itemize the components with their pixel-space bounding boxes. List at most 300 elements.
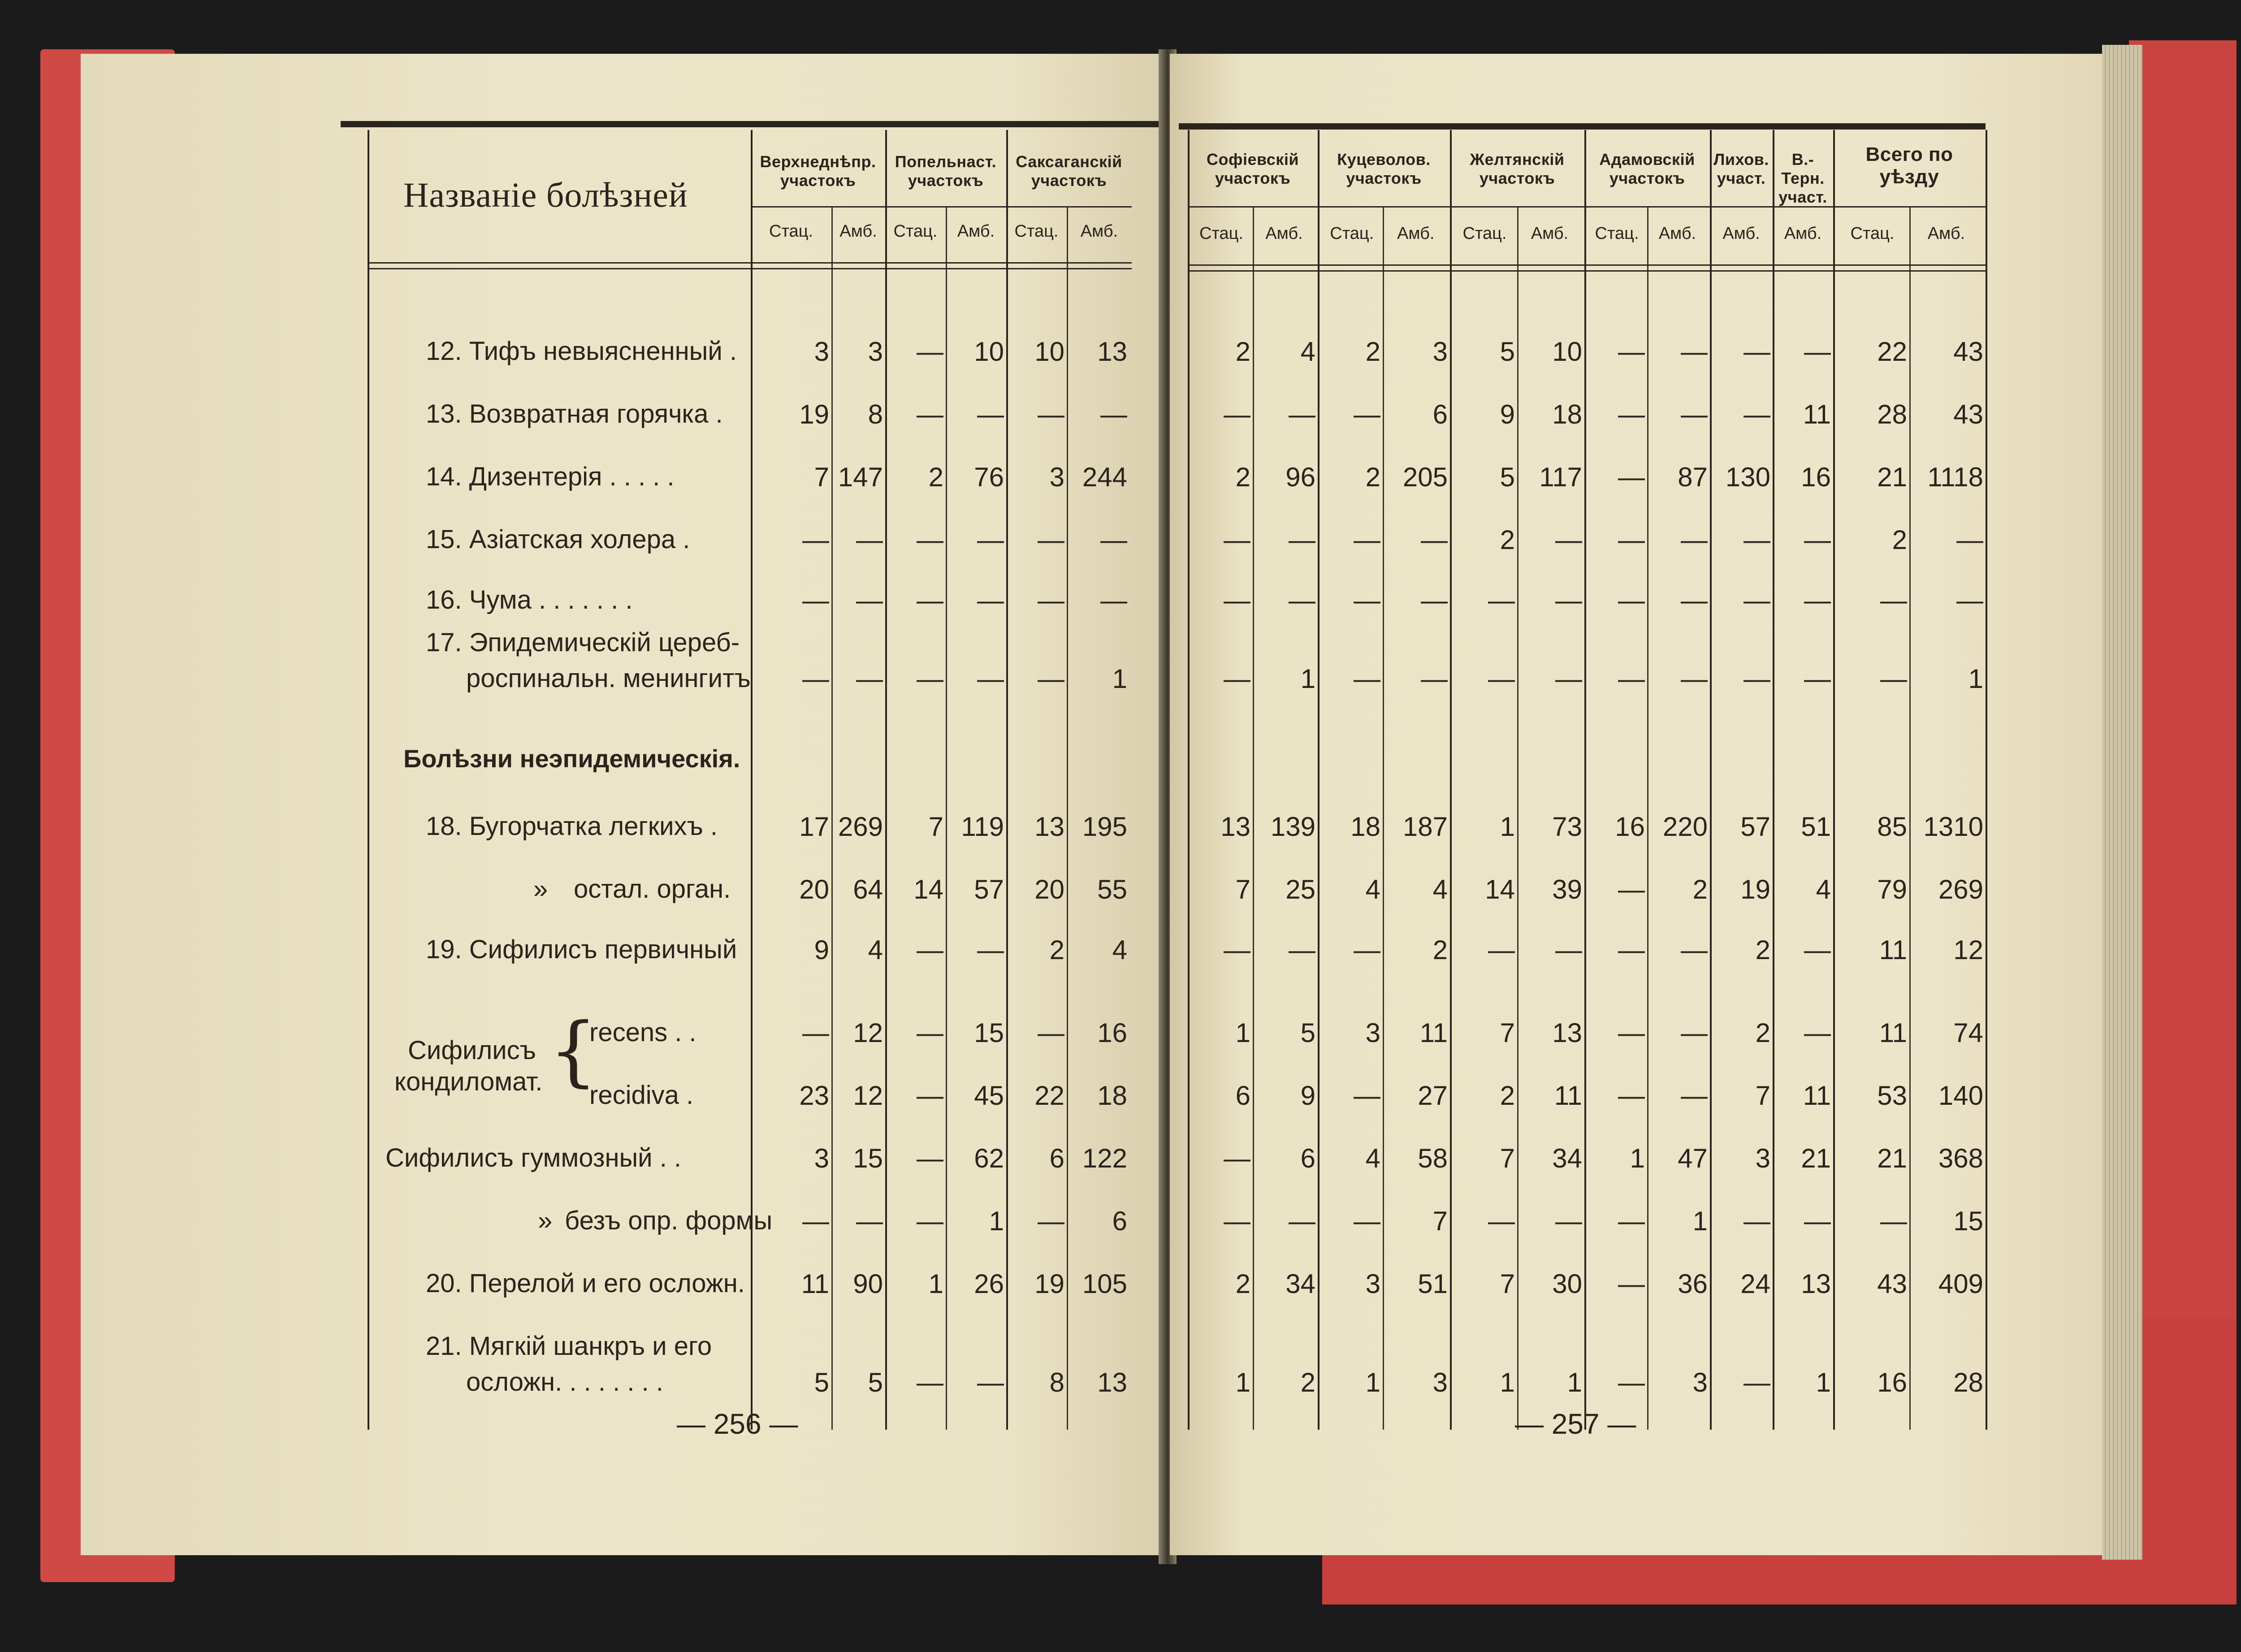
table-cell: 16	[1801, 462, 1831, 492]
table-cell: 244	[1082, 462, 1127, 492]
table-cell: —	[1681, 935, 1708, 965]
table-cell: 7	[1235, 874, 1250, 904]
table-cell: 28	[1953, 1367, 1983, 1397]
table-cell: 5	[1500, 462, 1515, 492]
table-cell: 2	[1432, 935, 1448, 965]
table-cell: 57	[1740, 812, 1770, 842]
table-cell: —	[1354, 585, 1380, 615]
table-cell: —	[1224, 585, 1250, 615]
table-cell: —	[1038, 664, 1064, 694]
table-cell: 36	[1678, 1269, 1708, 1299]
table-cell: 10	[1034, 337, 1064, 367]
table-cell: 13	[1097, 1367, 1127, 1397]
table-cell: —	[1289, 585, 1315, 615]
table-cell: —	[1289, 399, 1315, 429]
table-cell: 73	[1552, 812, 1582, 842]
table-cell: 6	[1049, 1143, 1064, 1173]
table-cell: 6	[1300, 1143, 1315, 1173]
table-cell: 3	[1049, 462, 1064, 492]
table-cell: —	[917, 399, 943, 429]
table-cell: —	[1618, 585, 1645, 615]
table-cell: 13	[1552, 1018, 1582, 1048]
table-cell: 74	[1953, 1018, 1983, 1048]
table-cell: —	[1618, 1081, 1645, 1111]
table-cell: 140	[1938, 1081, 1983, 1111]
table-cell: —	[1681, 525, 1708, 555]
table-cell: 43	[1953, 337, 1983, 367]
table-cell: —	[917, 664, 943, 694]
table-cell: 23	[799, 1081, 829, 1111]
table-cell: 13	[1801, 1269, 1831, 1299]
table-cell: 5	[814, 1367, 829, 1397]
row-label-continued: осложн. . . . . . . .	[466, 1367, 663, 1397]
column-header-saksagansky: Саксаганскій участокъ	[1016, 152, 1122, 190]
sub-header: Стац.	[1595, 224, 1639, 243]
table-cell: —	[1038, 399, 1064, 429]
table-cell: 21	[1877, 1143, 1907, 1173]
sub-header: Амб.	[1531, 224, 1569, 243]
table-cell: 58	[1418, 1143, 1448, 1173]
table-cell: —	[1681, 664, 1708, 694]
table-cell: 55	[1097, 874, 1127, 904]
table-cell: —	[1038, 585, 1064, 615]
table-cell: 11	[1803, 399, 1831, 429]
table-cell: —	[917, 337, 943, 367]
table-cell: 2	[1755, 1018, 1770, 1048]
sub-header: Стац.	[1850, 224, 1895, 243]
table-cell: —	[917, 525, 943, 555]
table-cell: 130	[1725, 462, 1770, 492]
sub-header-amb: Амб.	[839, 222, 877, 241]
table-cell: 87	[1678, 462, 1708, 492]
table-cell: —	[1880, 1206, 1907, 1236]
table-cell: —	[1038, 1018, 1064, 1048]
table-cell: 220	[1662, 812, 1708, 842]
table-cell: —	[1038, 525, 1064, 555]
table-cell: —	[1681, 1081, 1708, 1111]
sub-header: Стац.	[1330, 224, 1374, 243]
table-cell: —	[1804, 585, 1831, 615]
table-cell: 15	[853, 1143, 883, 1173]
table-cell: —	[1289, 525, 1315, 555]
table-cell: 1	[1567, 1367, 1582, 1397]
table-cell: 12	[853, 1081, 883, 1111]
table-cell: 1	[1630, 1143, 1645, 1173]
table-cell: 139	[1270, 812, 1315, 842]
table-cell: —	[1681, 1018, 1708, 1048]
sub-header-stat: Стац.	[1014, 222, 1059, 241]
table-cell: 64	[853, 874, 883, 904]
page-number-right: — 257 —	[1515, 1408, 1636, 1440]
table-cell: —	[1224, 664, 1250, 694]
table-cell: —	[1804, 1018, 1831, 1048]
table-cell: 5	[1500, 337, 1515, 367]
row-label: 14. Дизентерія . . . . .	[426, 462, 675, 491]
table-cell: 1	[1500, 812, 1515, 842]
table-cell: 4	[1816, 874, 1831, 904]
table-cell: 117	[1539, 462, 1582, 492]
table-cell: 7	[1500, 1269, 1515, 1299]
group-label: кондиломат.	[394, 1067, 543, 1096]
table-cell: 28	[1877, 399, 1907, 429]
sub-header: Амб.	[1658, 224, 1696, 243]
table-cell: 2	[1500, 1081, 1515, 1111]
page-edges	[2102, 45, 2142, 1560]
table-cell: 21	[1801, 1143, 1831, 1173]
table-cell: 90	[853, 1269, 883, 1299]
table-cell: 6	[1235, 1081, 1250, 1111]
table-cell: —	[1555, 585, 1582, 615]
table-cell: —	[1100, 585, 1127, 615]
table-cell: 45	[974, 1081, 1004, 1111]
table-cell: —	[1681, 337, 1708, 367]
table-cell: 3	[1432, 337, 1448, 367]
table-cell: —	[977, 1367, 1004, 1397]
table-cell: —	[1618, 399, 1645, 429]
table-cell: 85	[1877, 812, 1907, 842]
table-cell: —	[1488, 935, 1515, 965]
table-cell: 17	[799, 812, 829, 842]
table-cell: —	[1618, 935, 1645, 965]
table-cell: —	[1743, 525, 1770, 555]
table-cell: 368	[1938, 1143, 1983, 1173]
table-cell: 53	[1877, 1081, 1907, 1111]
table-cell: 18	[1552, 399, 1582, 429]
table-cell: 16	[1615, 812, 1645, 842]
column-header: Софіевскій участокъ	[1207, 150, 1299, 187]
brace-mark: {	[549, 1007, 598, 1095]
table-cell: —	[802, 664, 829, 694]
table-cell: 119	[961, 812, 1004, 842]
table-cell: 7	[1500, 1143, 1515, 1173]
table-cell: —	[1956, 585, 1983, 615]
table-cell: —	[1618, 337, 1645, 367]
row-label: 17. Эпидемическій цереб-	[426, 628, 740, 657]
table-cell: 1	[1300, 664, 1315, 694]
table-cell: 19	[1034, 1269, 1064, 1299]
column-header: В.-Терн. участ.	[1778, 150, 1827, 206]
table-cell: —	[1224, 399, 1250, 429]
row-label: остал. орган.	[574, 874, 731, 904]
table-cell: 1	[1816, 1367, 1831, 1397]
ditto-mark: »	[533, 874, 548, 904]
table-cell: 5	[868, 1367, 883, 1397]
table-cell: 16	[1097, 1018, 1127, 1048]
table-cell: —	[1743, 1367, 1770, 1397]
table-cell: 2	[1235, 337, 1250, 367]
table-cell: 3	[1692, 1367, 1708, 1397]
column-header-verkhnedneprovsky: Верхнеднѣпр. участокъ	[760, 152, 876, 190]
table-cell: —	[1100, 525, 1127, 555]
table-cell: —	[856, 1206, 883, 1236]
table-cell: —	[1956, 525, 1983, 555]
table-cell: 22	[1877, 337, 1907, 367]
row-label-continued: роспинальн. менингитъ	[466, 664, 751, 693]
table-cell: 2	[1500, 525, 1515, 555]
table-cell: 62	[974, 1143, 1004, 1173]
sub-header: Амб.	[1265, 224, 1303, 243]
table-cell: 4	[1300, 337, 1315, 367]
table-cell: —	[1618, 1367, 1645, 1397]
table-cell: 269	[838, 812, 883, 842]
column-header: Куцеволов. участокъ	[1337, 150, 1431, 187]
table-cell: 7	[928, 812, 943, 842]
ditto-mark: »	[538, 1206, 553, 1235]
table-cell: —	[1421, 585, 1448, 615]
row-label: 18. Бугорчатка легкихъ .	[426, 812, 718, 841]
table-cell: —	[1804, 664, 1831, 694]
column-header: Адамовскій участокъ	[1599, 150, 1695, 187]
table-cell: —	[1421, 664, 1448, 694]
table-cell: —	[1354, 664, 1380, 694]
table-cell: 6	[1432, 399, 1448, 429]
table-cell: 20	[799, 874, 829, 904]
table-cell: —	[1804, 1206, 1831, 1236]
table-cell: 43	[1877, 1269, 1907, 1299]
table-cell: 2	[1892, 525, 1907, 555]
table-cell: 13	[1097, 337, 1127, 367]
section-heading: Болѣзни неэпидемическія.	[403, 744, 740, 773]
table-cell: 14	[913, 874, 943, 904]
table-cell: 4	[1365, 874, 1380, 904]
table-cell: —	[802, 1018, 829, 1048]
row-label: 12. Тифъ невыясненный .	[426, 337, 737, 366]
table-cell: —	[1354, 399, 1380, 429]
left-page	[81, 54, 1165, 1555]
table-cell: 1	[928, 1269, 943, 1299]
table-cell: 1310	[1923, 812, 1983, 842]
table-cell: —	[1618, 1269, 1645, 1299]
table-cell: —	[1681, 399, 1708, 429]
table-cell: —	[1804, 525, 1831, 555]
table-cell: —	[1743, 1206, 1770, 1236]
table-cell: —	[1354, 1081, 1380, 1111]
table-cell: 13	[1034, 812, 1064, 842]
table-cell: 1	[1235, 1367, 1250, 1397]
sub-header: Стац.	[1199, 224, 1243, 243]
page-number-left: — 256 —	[677, 1408, 798, 1440]
table-cell: 10	[974, 337, 1004, 367]
table-cell: 9	[814, 935, 829, 965]
table-cell: —	[1743, 585, 1770, 615]
table-cell: 19	[799, 399, 829, 429]
table-cell: —	[1224, 935, 1250, 965]
table-cell: 1	[1692, 1206, 1708, 1236]
table-cell: 5	[1300, 1018, 1315, 1048]
table-cell: 3	[1755, 1143, 1770, 1173]
table-cell: 409	[1938, 1269, 1983, 1299]
table-cell: 3	[1365, 1269, 1380, 1299]
table-cell: —	[917, 585, 943, 615]
column-header: Желтянскій участокъ	[1470, 150, 1565, 187]
table-cell: 15	[974, 1018, 1004, 1048]
table-cell: 79	[1877, 874, 1907, 904]
row-label: 15. Азіатская холера .	[426, 525, 690, 554]
table-cell: 22	[1034, 1081, 1064, 1111]
table-cell: 16	[1877, 1367, 1907, 1397]
table-cell: —	[1224, 1206, 1250, 1236]
table-cell: 122	[1082, 1143, 1127, 1173]
table-cell: 3	[814, 1143, 829, 1173]
table-cell: 9	[1300, 1081, 1315, 1111]
table-cell: —	[1038, 1206, 1064, 1236]
sub-header-amb: Амб.	[1080, 222, 1118, 241]
table-cell: —	[917, 1081, 943, 1111]
table-cell: 57	[974, 874, 1004, 904]
table-cell: 269	[1938, 874, 1983, 904]
table-cell: 7	[1755, 1081, 1770, 1111]
table-cell: 4	[868, 935, 883, 965]
table-cell: —	[1618, 664, 1645, 694]
table-cell: 2	[928, 462, 943, 492]
table-cell: —	[917, 1367, 943, 1397]
group-label: Сифилисъ	[408, 1036, 536, 1065]
table-cell: 3	[1432, 1367, 1448, 1397]
table-cell: 3	[814, 337, 829, 367]
table-cell: —	[856, 664, 883, 694]
sub-header: Амб.	[1397, 224, 1435, 243]
table-cell: —	[1354, 525, 1380, 555]
table-cell: —	[1804, 935, 1831, 965]
table-cell: 11	[801, 1269, 829, 1299]
sub-header: Стац.	[1462, 224, 1507, 243]
table-cell: 34	[1552, 1143, 1582, 1173]
table-cell: 1	[989, 1206, 1004, 1236]
table-cell: —	[1880, 585, 1907, 615]
table-cell: 3	[868, 337, 883, 367]
row-label: 13. Возвратная горячка .	[426, 399, 723, 428]
table-cell: 3	[1365, 1018, 1380, 1048]
table-cell: 20	[1034, 874, 1064, 904]
row-label: 21. Мягкій шанкръ и его	[426, 1332, 712, 1361]
table-cell: 1	[1112, 664, 1127, 694]
table-cell: 15	[1953, 1206, 1983, 1236]
table-cell: —	[1618, 1206, 1645, 1236]
table-cell: 7	[814, 462, 829, 492]
table-cell: 76	[974, 462, 1004, 492]
table-cell: —	[856, 525, 883, 555]
table-cell: —	[1421, 525, 1448, 555]
table-cell: —	[856, 585, 883, 615]
table-cell: —	[802, 585, 829, 615]
table-cell: —	[1618, 462, 1645, 492]
table-cell: 96	[1285, 462, 1315, 492]
table-cell: 51	[1801, 812, 1831, 842]
row-label: 20. Перелой и его осложн.	[426, 1269, 745, 1298]
table-cell: —	[1743, 399, 1770, 429]
table-cell: 4	[1432, 874, 1448, 904]
column-header: Всего по уѣзду	[1865, 143, 1953, 188]
table-cell: —	[802, 525, 829, 555]
table-cell: 18	[1350, 812, 1380, 842]
table-cell: 2	[1049, 935, 1064, 965]
table-cell: 11	[1879, 1018, 1907, 1048]
row-label: 16. Чума . . . . . . .	[426, 585, 633, 614]
table-cell: —	[1289, 935, 1315, 965]
table-cell: 18	[1097, 1081, 1127, 1111]
table-cell: 19	[1740, 874, 1770, 904]
table-cell: —	[977, 399, 1004, 429]
table-cell: —	[1618, 525, 1645, 555]
table-cell: —	[977, 935, 1004, 965]
table-cell: 4	[1365, 1143, 1380, 1173]
table-cell: 51	[1418, 1269, 1448, 1299]
table-cell: 26	[974, 1269, 1004, 1299]
table-cell: 24	[1740, 1269, 1770, 1299]
table-cell: 4	[1112, 935, 1127, 965]
table-cell: 7	[1432, 1206, 1448, 1236]
sub-header-stat: Стац.	[893, 222, 938, 241]
row-label: recidiva .	[589, 1081, 694, 1110]
sub-header: Амб.	[1927, 224, 1965, 243]
table-cell: 11	[1554, 1081, 1582, 1111]
table-cell: 8	[1049, 1367, 1064, 1397]
table-cell: 13	[1220, 812, 1250, 842]
table-cell: —	[917, 1206, 943, 1236]
table-cell: —	[1880, 664, 1907, 694]
table-cell: —	[917, 1018, 943, 1048]
table-cell: 39	[1552, 874, 1582, 904]
table-cell: —	[977, 664, 1004, 694]
table-cell: —	[977, 525, 1004, 555]
table-cell: —	[1289, 1206, 1315, 1236]
table-cell: 47	[1678, 1143, 1708, 1173]
table-cell: 1	[1968, 664, 1983, 694]
table-cell: 2	[1235, 1269, 1250, 1299]
table-cell: 187	[1402, 812, 1448, 842]
table-cell: —	[1488, 1206, 1515, 1236]
sub-header-stat: Стац.	[769, 222, 813, 241]
table-cell: 12	[853, 1018, 883, 1048]
table-cell: 1	[1235, 1018, 1250, 1048]
table-cell: 195	[1082, 812, 1127, 842]
row-label: recens . .	[589, 1018, 697, 1047]
table-cell: —	[1224, 1143, 1250, 1173]
table-cell: 1	[1365, 1367, 1380, 1397]
table-cell: —	[977, 585, 1004, 615]
row-label: 19. Сифилисъ первичный	[426, 935, 737, 964]
table-cell: —	[1555, 935, 1582, 965]
sub-header: Амб.	[1784, 224, 1822, 243]
table-cell: 34	[1285, 1269, 1315, 1299]
table-cell: 6	[1112, 1206, 1127, 1236]
table-cell: —	[1354, 935, 1380, 965]
table-cell: 9	[1500, 399, 1515, 429]
table-cell: 11	[1419, 1018, 1448, 1048]
table-title: Названіе болѣзней	[403, 175, 688, 214]
row-label: безъ опр. формы	[565, 1206, 773, 1235]
table-cell: —	[1743, 337, 1770, 367]
table-cell: 12	[1953, 935, 1983, 965]
row-label: Сифилисъ гуммозный . .	[385, 1143, 682, 1172]
table-cell: 10	[1552, 337, 1582, 367]
table-cell: —	[1488, 664, 1515, 694]
table-cell: 7	[1500, 1018, 1515, 1048]
table-cell: 147	[838, 462, 883, 492]
table-cell: 14	[1485, 874, 1515, 904]
table-cell: 25	[1285, 874, 1315, 904]
table-cell: 2	[1365, 337, 1380, 367]
table-cell: 27	[1418, 1081, 1448, 1111]
table-cell: —	[917, 1143, 943, 1173]
sub-header-amb: Амб.	[957, 222, 995, 241]
table-cell: —	[1488, 585, 1515, 615]
column-header: Лихов. участ.	[1713, 150, 1769, 187]
table-cell: 30	[1552, 1269, 1582, 1299]
table-cell: —	[1354, 1206, 1380, 1236]
table-cell: 21	[1877, 462, 1907, 492]
table-cell: —	[917, 935, 943, 965]
